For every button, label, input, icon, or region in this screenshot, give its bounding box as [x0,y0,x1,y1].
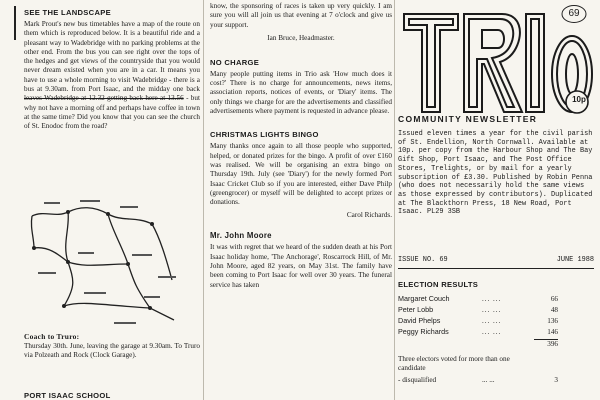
school-heading: PORT ISAAC SCHOOL [24,391,111,400]
landscape-article [24,8,200,132]
results-table [398,293,594,349]
headmaster-text: know, the sponsoring of races is taken up very quickly. I am sure you will all join us that evening at 7 o'clock and give us your support. [210,2,392,29]
struck-text: leaves Wadebridge at 12.32 getting back here at 13.56 [24,94,184,103]
price-badge: 10p [572,95,586,104]
table-row: Peggy Richards ... ... 146 [398,327,558,336]
vote-total: 396 [534,339,558,348]
moore-heading: Mr. John Moore [210,231,272,241]
issue-date: JUNE 1988 [556,256,594,264]
coach-text: Thursday 30th. June, leaving the garage at 9.30am. To Truro via Polzeath and Rock (Clock Garage). [24,342,200,360]
no-charge-heading: NO CHARGE [210,57,260,67]
column-divider [394,0,395,400]
disqualified-row: - disqualified ... ... 3 [398,375,558,384]
table-row: Peter Lobb ... ... 48 [398,305,558,314]
moore-text: It was with regret that we heard of the sudden death at his Port Isaac holiday home, 'The Anchorage', Roscarrock Hill, of Mr. John Moore, aged 82 years, on May 31st. The family have been coming to Port Isaac for well over 30 years. The funeral service has taken [210,243,392,289]
issue-rule [398,268,594,269]
election-results [398,280,594,385]
landscape-heading: SEE THE LANDSCAPE [24,8,111,17]
column-divider [203,0,204,400]
no-charge-text: Many people putting items in Trio ask 'How much does it cost?' There is no charge for announcements, news items, association reports, notices of events, or 'Diary' items. The only things we charge for are the advertisements and classified advertisements where payment is requested in advance please. [210,69,392,116]
publication-info: Issued eleven times a year for the civil parish of St. Endellion, North Cornwall. Available at 10p. per copy from the Harbour Shop and The Bay Gift Shop, Port Isaac, and The Post Office Stores, Trelights, or by mail for a yearly subscription of £3.30. Published by Robin Penna (who does not necessarily hold the same views as those expressed by contributors). Duplicated at The Blackthorn Press, 18 New Road, Port Isaac. PL29 3SB [398,130,593,217]
coach-heading: Coach to Truro: [24,332,80,341]
table-row: Margaret Couch ... ... 66 [398,294,558,303]
bingo-signature: Carol Richards. [346,211,392,220]
issue-number: ISSUE NO. 69 [398,256,448,264]
issue-line [398,256,594,264]
total-row [398,337,594,349]
election-heading: ELECTION RESULTS [398,280,479,289]
middle-column [210,2,392,290]
bus-route-map [24,188,184,333]
election-note: Three electors voted for more than one candidate [398,355,510,373]
table-row: David Phelps ... ... 136 [398,316,558,325]
newsletter-title: COMMUNITY NEWSLETTER [398,114,538,124]
page-number: 69 [568,8,580,19]
bingo-text: Many thanks once again to all those people who supported, helped, or donated prizes for the bingo. A profit of over £160 was realised. We will be organising an extra bingo on Thursday 19th. July (see 'Diary') for the newly formed Port Isaac Cricket Club so if you are interested, either Dave Philp (greengrocer) or myself will be delighted to accept prizes or donations. [210,142,392,207]
bingo-heading: CHRISTMAS LIGHTS BINGO [210,130,319,140]
margin-rule [14,6,16,40]
landscape-body: Mark Prout's new bus timetables have a map of the route on them which is reproduced below. It is a beautiful ride and a pleasant way to Wadebridge with no parking problems at the other end. From the bus you can see right over the tops of the hedges and get views of the countryside that you would never dream existed when you are in a car. It means you have to use a whole morning to visit Wadebridge - there is a bus at 9.30am. from Port Isaac, and the midday one back leaves Wadebridge at 12.32 getting back here at 13.56 - but why not have a morning off and perhaps have coffee in town at the same time? Did you know that you can see the church of St. Enodoc from the road? [24,20,200,131]
headmaster-signature: Ian Bruce, Headmaster. [267,33,335,42]
